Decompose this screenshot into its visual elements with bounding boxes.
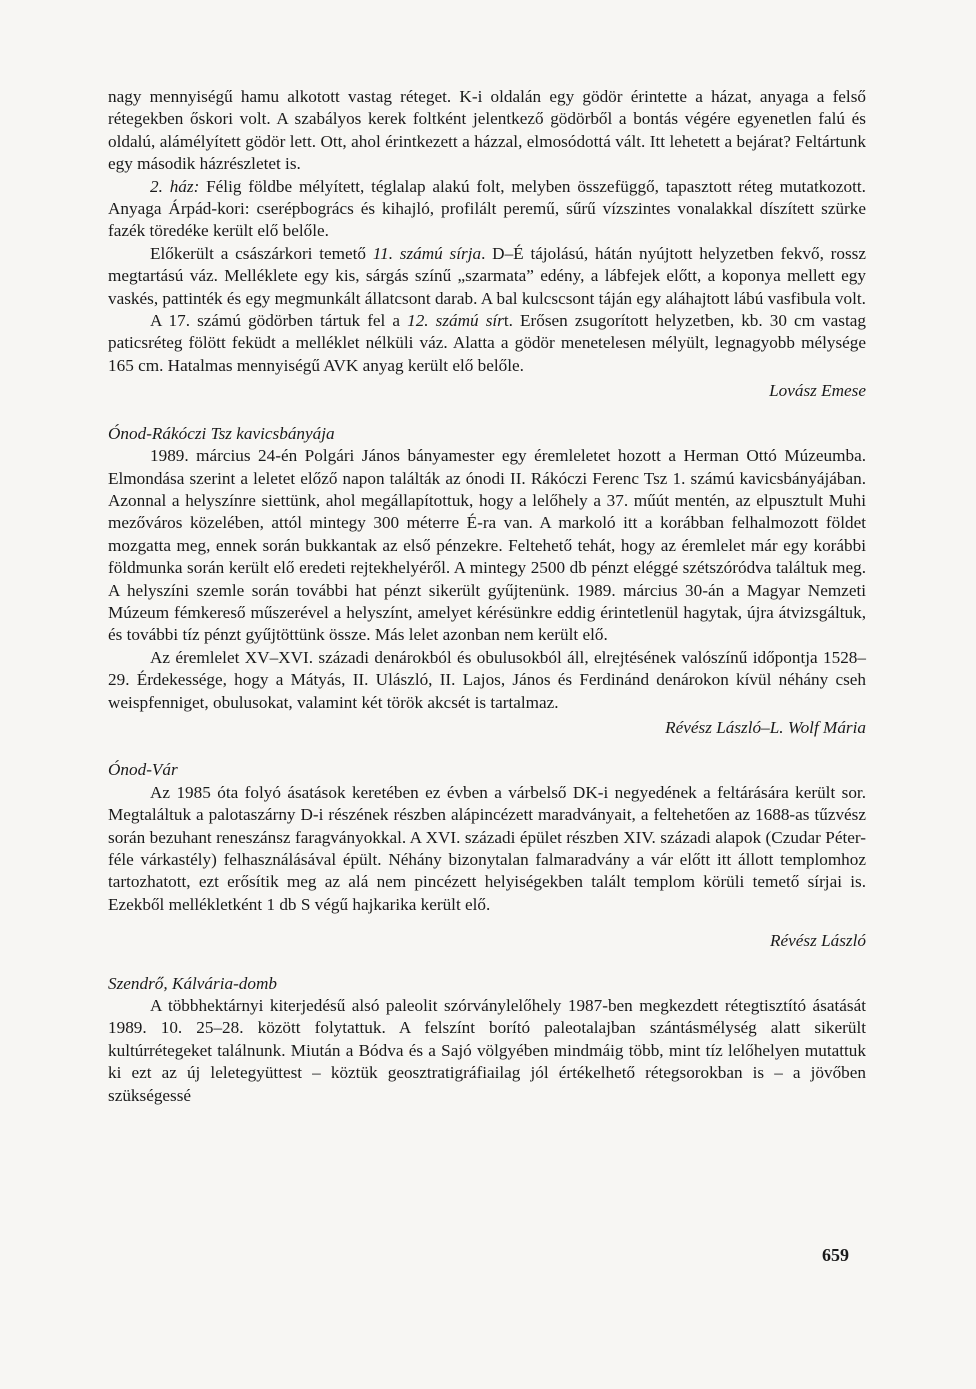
section-heading-onod-rakoczi: Ónod-Rákóczi Tsz kavicsbányája bbox=[108, 423, 335, 443]
grave-12-post: t. Erősen zsugorított helyzetben, kb. 30 cm vastag paticsréteg fölött feküdt a melléklet nélküli váz. Alatta a gödör menetelesen mélyült, legnagyobb mélysége 165 cm. Hatalmas mennyiségű AVK anyag került elő belőle. bbox=[108, 311, 866, 375]
grave-11-post: . D–É tájolású, hátán nyújtott helyzetben fekvő, rossz megtartású váz. Melléklete egy kis, sárgás színű „szarmata” edény, a lábfejek előtt, a koponya mellett egy vaskés, pattinték és egy megmunkált állatcsont darab. A bal kulcscsont táján egy aláhajtott lábú vasfibula volt. bbox=[108, 243, 866, 308]
paragraph-grave-12 bbox=[108, 310, 866, 377]
house-2-label: 2. ház: bbox=[150, 176, 200, 196]
grave-11-italic: 11. számú sírja bbox=[372, 243, 482, 263]
grave-12-italic: 12. számú sír bbox=[407, 311, 504, 331]
text-column bbox=[108, 86, 866, 1107]
author-signature: Révész László bbox=[770, 931, 866, 951]
paragraph-coin-hoard-details: Az éremlelet XV–XVI. századi denárokból és obulusokból áll, elrejtésének valószínű időpontja 1528–29. Érdekessége, hogy a Mátyás, II. Ulászló, II. Lajos, János és Ferdinánd denárokon kívül néhány cseh weispfenniget, obulusokat, valamint két török akcsét is tartalmaz. bbox=[108, 647, 866, 712]
paragraph-continued: nagy mennyiségű hamu alkotott vastag réteget. K-i oldalán egy gödör érintette a házat, anyaga a felső rétegekben őskori volt. A szabályos kerek foltként jelentkező gödörből a bontás végére egyenetlen falú és oldalú, alámélyített gödör lett. Ott, ahol érintkezett a házzal, elmosódottá vált. Itt lehetett a bejárat? Feltártunk egy második házrészletet is. bbox=[108, 87, 866, 174]
page-number: 659 bbox=[822, 1245, 849, 1265]
section-heading-onod-var: Ónod-Vár bbox=[108, 760, 178, 780]
section-heading-szendro: Szendrő, Kálvária-domb bbox=[108, 973, 278, 993]
grave-12-pre: A 17. számú gödörben tártuk fel a bbox=[150, 311, 408, 331]
paragraph-castle: Az 1985 óta folyó ásatások keretében ez évben a várbelső DK-i negyedének a feltárására került sor. Megtaláltuk a palotaszárny D-i részének részben alápincézett maradványait, a feltehetően az 1688-as tűzvész során bezuhant reneszánsz faragványokkal. A XVI. századi épület részben XIV. századi alapok (Czudar Péter-féle várkastély) felhasználásával épült. Néhány bizonytalan falmaradvány a vár előtt itt állott templomhoz tartozhatott, ezt erősítik meg az alá nem pincézett helyiségekben talált templom körüli temető sírjai is. Ezekből mellékletként 1 db S végű hajkarika került elő. bbox=[108, 782, 866, 914]
grave-11-pre: Előkerült a császárkori temető bbox=[150, 243, 373, 263]
paragraph-paleolithic: A többhektárnyi kiterjedésű alsó paleolit szórványlelőhely 1987-ben megkezdett rétegtisztító ásatását 1989. 10. 25–28. között folytattuk. A felszínt borító paleotalajban szántásmélység alatt sikerült kultúrrétegeket találnunk. Miután a Bódva és a Sajó völgyében mindmáig több, mint tíz lelőhelyen mutattuk ki ezt az új leletegyüttest – köztük geosztratigráfiailag jól értékelhető rétegsorokban is – a jövőben szükségessé bbox=[108, 996, 866, 1105]
author-signature: Lovász Emese bbox=[769, 381, 866, 401]
paragraph-coin-hoard: 1989. március 24-én Polgári János bányamester egy éremleletet hozott a Herman Ottó Múzeumba. Elmondása szerint a leletet előző napon találták az ónodi II. Rákóczi Ferenc Tsz 1. számú kavicsbányájában. Azonnal a helyszínre siettünk, ahol megállapítottuk, hogy a lelőhely a 37. műút mentén, az elpusztult Muhi mezőváros közelében, attól mintegy 300 méterre É-ra van. A markoló itt a korábban felhalmozott földet mozgatta meg, ennek során bukkantak az első pénzekre. Feltehető tehát, hogy az éremlelet már egy korábbi földmunka során került elő eredeti rejtekhelyéről. A mintegy 2500 db pénzt eléggé szétszóródva találtuk meg. A helyszíni szemle során további hat pénzt sikerült gyűjtenünk. 1989. március 30-án a Magyar Nemzeti Múzeum fémkereső műszerével a helyszínt, amelyet kérésünkre eddig érintetlenül hagytak, újra átvizsgáltuk, és további tíz pénzt gyűjtöttünk össze. Más lelet azonban nem került elő. bbox=[108, 446, 866, 645]
author-signature: Révész László–L. Wolf Mária bbox=[665, 717, 866, 737]
paragraph-house-2 bbox=[108, 176, 866, 243]
paragraph-grave-11 bbox=[108, 243, 866, 310]
house-2-text: Félig földbe mélyített, téglalap alakú folt, melyben összefüggő, tapasztott réteg mutatkozott. Anyaga Árpád-kori: cserépbogrács és kihajló, profilált peremű, sűrű vízszintes vonalakkal díszített szürke fazék töredéke került elő belőle. bbox=[108, 176, 866, 241]
